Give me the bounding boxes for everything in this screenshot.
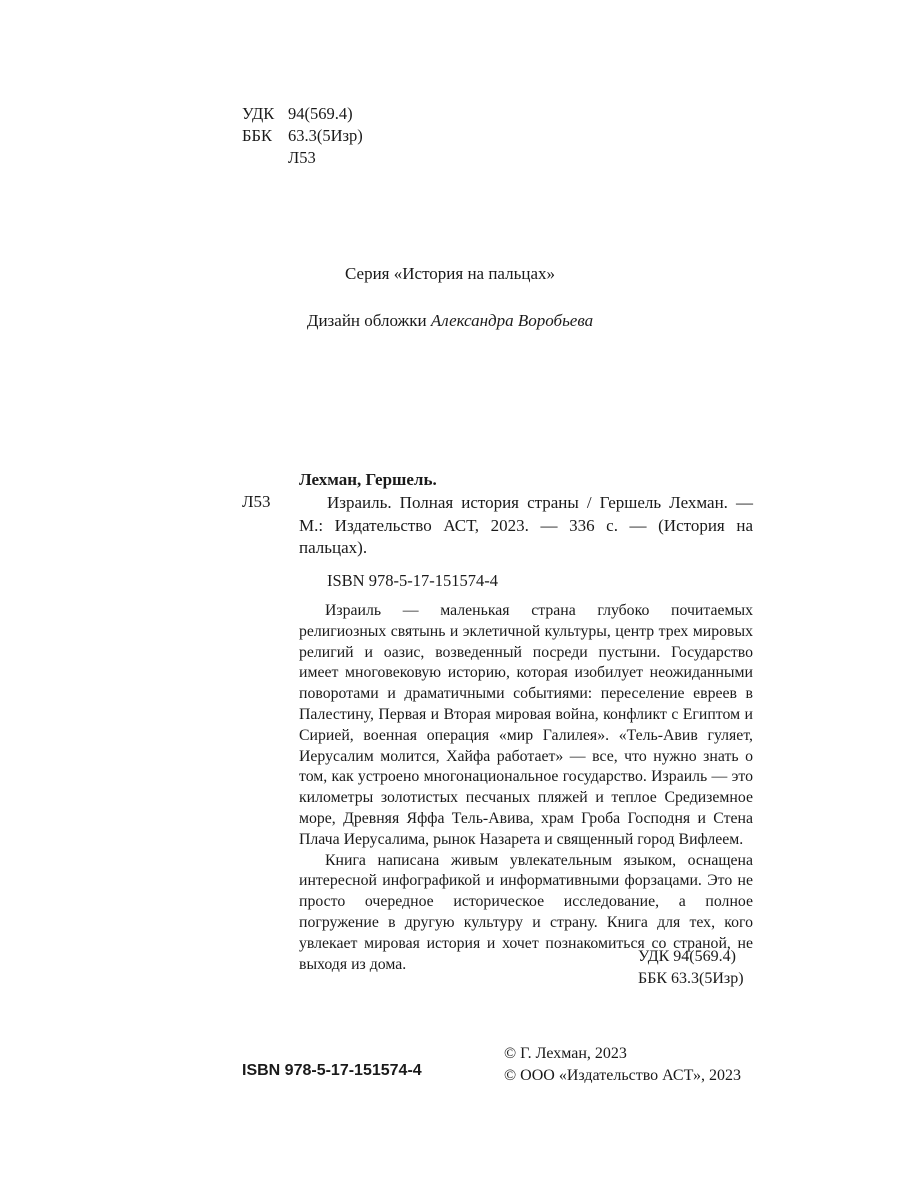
bbk-bottom-line: ББК 63.3(5Изр) [638, 970, 744, 987]
annotation-paragraph: Книга написана живым увлекательным языком, оснащена интересной инфографикой и информативными форзацами. Это не просто очередное историческое исследование, а полное погружение в другую культуру и страну. Книга для тех, кого увлекает мировая история и хочет познакомиться со страной, не выходя из дома. [299, 851, 753, 973]
udk-bottom-line: УДК 94(569.4) [638, 948, 736, 965]
author-mark-row [242, 147, 363, 169]
copyright-block [504, 1043, 741, 1087]
cover-design-label: Дизайн обложки [306, 311, 427, 330]
isbn-bottom: ISBN 978-5-17-151574-4 [242, 1062, 422, 1079]
author-mark: Л53 [242, 492, 271, 511]
bibliographic-record [299, 492, 753, 560]
annotation-paragraph: Израиль — маленькая страна глубоко почитаемых религиозных святынь и эклетичной культуры, центр трех мировых религий и оазис, возведенный посреди пустыни. Государство имеет многовековую историю, которая изобилует неожиданными поворотами и драматичными событиями: переселение евреев в Палестину, Первая и Вторая мировая война, конфликт с Египтом и Сирией, военная операция «мир Галилея». «Тель-Авив гуляет, Иерусалим молится, Хайфа работает» — все, что нужно знать о том, как устроено многонациональное государство. Израиль — это километры золотистых песчаных пляжей и теплое Средиземное море, Древняя Яффа Тель-Авива, храм Гроба Господня и Стена Плача Иерусалима, рынок Назарета и священный город Вифлеем. [299, 602, 753, 848]
bibliographic-record-text: Израиль. Полная история страны / Гершель Лехман. — М.: Издательство АСТ, 2023. — 336 с. — (История на пальцах). [299, 493, 753, 557]
bbk-value: 63.3(5Изр) [288, 126, 363, 145]
annotation [299, 601, 753, 975]
author-mark-value: Л53 [288, 148, 316, 167]
isbn-line: ISBN 978-5-17-151574-4 [327, 571, 498, 590]
classification-codes-bottom [638, 946, 744, 990]
udk-row [242, 103, 363, 125]
udk-value: 94(569.4) [288, 104, 353, 123]
cover-design-credit [0, 311, 900, 331]
udk-key: УДК [242, 104, 275, 123]
bbk-row [242, 125, 363, 147]
copyright-publisher: © ООО «Издательство АСТ», 2023 [504, 1067, 741, 1084]
author-heading: Лехман, Гершель. [299, 470, 437, 489]
bbk-key: ББК [242, 126, 272, 145]
cover-designer-name: Александра Воробьева [430, 311, 594, 330]
classification-codes-top [242, 103, 363, 169]
author-mark-key [242, 147, 288, 169]
copyright-author: © Г. Лехман, 2023 [504, 1045, 627, 1062]
series-line: Серия «История на пальцах» [344, 264, 556, 283]
